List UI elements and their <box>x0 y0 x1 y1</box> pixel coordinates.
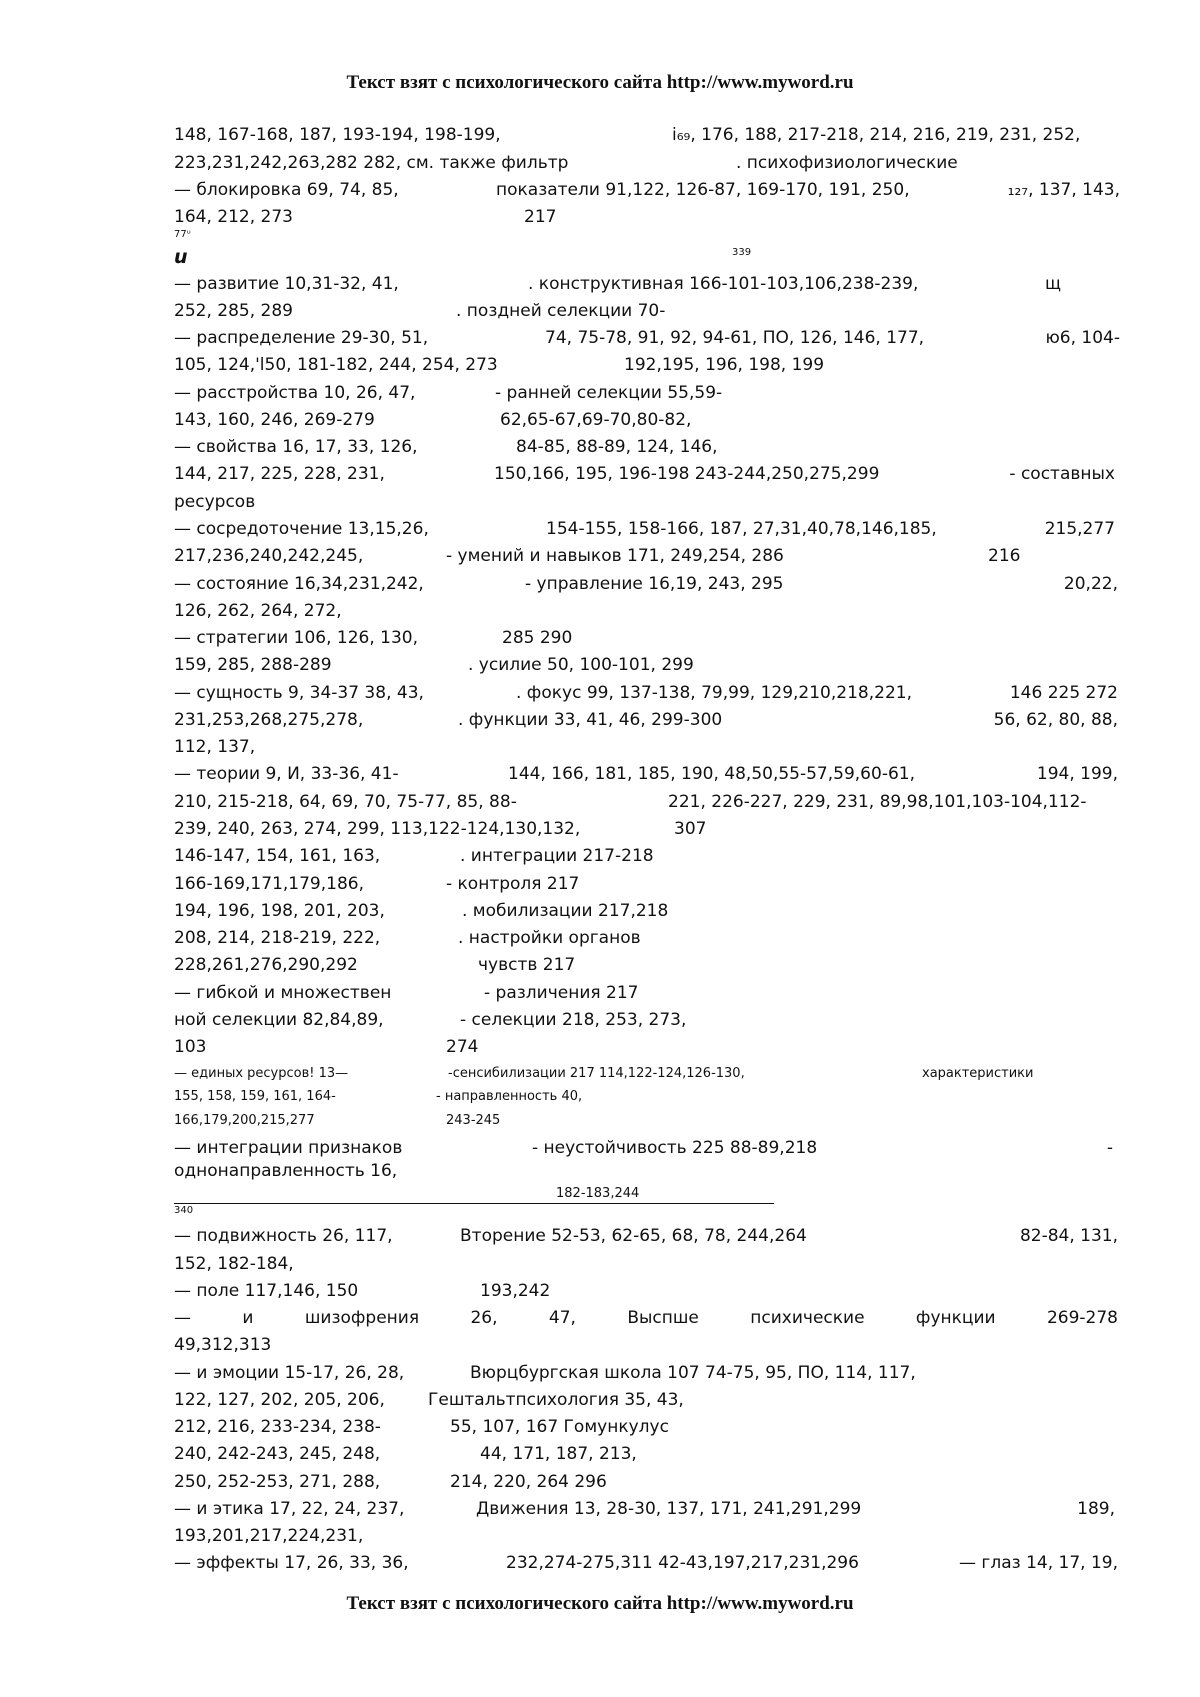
index-line-17-part-0: — состояние 16,34,231,242, <box>174 574 424 594</box>
index-line-34-part-0: 103 <box>174 1037 207 1057</box>
index-line-40-part-0: 182-183,244 <box>556 1186 640 1201</box>
index-line-8-part-0: — распределение 29-30, 51, <box>174 328 429 348</box>
index-line-35-part-0: — единых ресурсов! 13— <box>174 1066 349 1081</box>
index-line-22-part-0: 231,253,268,275,278, <box>174 710 364 730</box>
footnote-rule <box>174 1203 774 1204</box>
index-line-20-part-0: 159, 285, 288-289 <box>174 655 332 675</box>
index-line-54-part-0: — эффекты 17, 26, 33, 36, <box>174 1553 409 1573</box>
index-line-10-part-0: — расстройства 10, 26, 47, <box>174 383 416 403</box>
index-line-37-part-0: 166,179,200,215,277 <box>174 1113 315 1128</box>
index-line-35-part-2: характеристики <box>922 1066 1034 1081</box>
index-line-17-part-2: 20,22, <box>1063 574 1118 594</box>
index-line-15-part-0: — сосредоточение 13,15,26, <box>174 519 429 539</box>
index-line-13-part-2: - составных <box>1009 464 1115 484</box>
index-line-52-part-1: Движения 13, 28-30, 137, 171, 241,291,299 <box>476 1499 862 1519</box>
index-line-2-part-0: — блокировка 69, 74, 85, <box>174 180 399 200</box>
index-line-45-word-3: 26, <box>470 1308 498 1328</box>
index-line-43-part-0: 152, 182-184, <box>174 1254 294 1274</box>
index-line-26-part-0: 239, 240, 263, 274, 299, 113,122-124,130,132, <box>174 819 581 839</box>
index-line-10-part-1: - ранней селекции 55,59- <box>495 383 723 403</box>
index-line-45-word-4: 47, <box>548 1308 576 1328</box>
index-line-49-part-0: 212, 216, 233-234, 238- <box>174 1417 381 1437</box>
index-line-48-part-0: 122, 127, 202, 205, 206, <box>174 1390 385 1410</box>
index-line-45-word-6: психические <box>750 1308 865 1328</box>
index-line-22-part-1: . функции 33, 41, 46, 299-300 <box>458 710 723 730</box>
index-line-45-word-1: и <box>242 1308 254 1328</box>
index-line-24-part-0: — теории 9, И, 33-36, 41- <box>174 764 399 784</box>
index-line-6-part-0: — развитие 10,31-32, 41, <box>174 274 399 294</box>
index-line-50-part-0: 240, 242-243, 245, 248, <box>174 1444 381 1464</box>
index-line-36-part-1: - направленность 40, <box>436 1089 583 1104</box>
index-line-32-part-0: — гибкой и множествен <box>174 983 392 1003</box>
index-line-13-part-0: 144, 217, 225, 228, 231, <box>174 464 385 484</box>
index-line-39-part-0: однонаправленность 16, <box>174 1161 398 1181</box>
index-line-0-part-1: i₆₉, 176, 188, 217-218, 214, 216, 219, 231, 252, <box>672 125 1081 145</box>
index-line-16-part-1: - умений и навыков 171, 249,254, 286 <box>446 546 784 566</box>
index-line-44-part-1: 193,242 <box>480 1281 551 1301</box>
index-line-8-part-1: 74, 75-78, 91, 92, 94-61, ПО, 126, 146, 177, <box>545 328 925 348</box>
index-line-11-part-1: 62,65-67,69-70,80-82, <box>500 410 692 430</box>
index-line-7-part-1: . поздней селекции 70- <box>456 301 666 321</box>
index-line-53-part-0: 193,201,217,224,231, <box>174 1526 364 1546</box>
index-line-42-part-0: — подвижность 26, 117, <box>174 1226 393 1246</box>
index-line-42-part-2: 82-84, 131, <box>1019 1226 1118 1246</box>
index-line-45-word-8: 269-278 <box>1046 1308 1118 1328</box>
index-line-38-part-0: — интеграции признаков <box>174 1138 403 1158</box>
index-line-21-part-2: 146 225 272 <box>1009 683 1118 703</box>
index-line-7-part-0: 252, 285, 289 <box>174 301 293 321</box>
index-line-35-part-1: -сенсибилизации 217 114,122-124,126-130, <box>448 1066 745 1081</box>
index-line-50-part-1: 44, 171, 187, 213, <box>480 1444 637 1464</box>
index-line-27-part-0: 146-147, 154, 161, 163, <box>174 846 381 866</box>
index-line-9-part-1: 192,195, 196, 198, 199 <box>624 355 825 375</box>
index-line-2-part-2: ₁₂₇, 137, 143, <box>1007 180 1120 200</box>
index-line-16-part-2: 216 <box>988 546 1021 566</box>
index-line-19-part-1: 285 290 <box>502 628 573 648</box>
index-line-41-part-0: 340 <box>174 1205 194 1216</box>
index-line-25-part-0: 210, 215-218, 64, 69, 70, 75-77, 85, 88- <box>174 792 517 812</box>
index-line-54-part-1: 232,274-275,311 42-43,197,217,231,296 <box>506 1553 859 1573</box>
index-line-14-part-0: ресурсов <box>174 492 256 512</box>
index-line-24-part-1: 144, 166, 181, 185, 190, 48,50,55-57,59,60-61, <box>508 764 915 784</box>
index-line-37-part-1: 243-245 <box>446 1113 501 1128</box>
index-line-13-part-1: 150,166, 195, 196-198 243-244,250,275,299 <box>494 464 880 484</box>
index-line-47-part-1: Вюрцбургская школа 107 74-75, 95, ПО, 114, 117, <box>470 1363 916 1383</box>
index-line-9-part-0: 105, 124,'l50, 181-182, 244, 254, 273 <box>174 355 498 375</box>
index-line-30-part-0: 208, 214, 218-219, 222, <box>174 928 381 948</box>
index-line-24-part-2: 194, 199, <box>1036 764 1118 784</box>
index-line-38-part-2: - <box>1106 1138 1113 1158</box>
index-line-6-part-1: . конструктивная 166-101-103,106,238-239, <box>528 274 919 294</box>
index-line-2-part-1: показатели 91,122, 126-87, 169-170, 191, 250, <box>496 180 910 200</box>
index-line-15-part-2: 215,277 <box>1044 519 1115 539</box>
page-footer: Текст взят с психологического сайта http://www.myword.ru <box>346 1593 854 1614</box>
index-line-49-part-1: 55, 107, 167 Гомункулус <box>450 1417 669 1437</box>
index-line-1-part-1: . психофизиологические <box>736 153 958 173</box>
index-line-8-part-2: ю6, 104- <box>1045 328 1120 348</box>
index-line-45-word-2: шизофрения <box>304 1308 420 1328</box>
index-line-12-part-0: — свойства 16, 17, 33, 126, <box>174 437 418 457</box>
index-line-52-part-2: 189, <box>1077 1499 1115 1519</box>
index-line-33-part-1: - селекции 218, 253, 273, <box>460 1010 687 1030</box>
index-line-18-part-0: 126, 262, 264, 272, <box>174 601 342 621</box>
index-line-44-part-0: — поле 117,146, 150 <box>174 1281 359 1301</box>
index-line-38-part-1: - неустойчивость 225 88-89,218 <box>532 1138 818 1158</box>
index-line-16-part-0: 217,236,240,242,245, <box>174 546 364 566</box>
page-header: Текст взят с психологического сайта http://www.myword.ru <box>346 72 854 93</box>
index-line-3-part-0: 164, 212, 273 <box>174 207 293 227</box>
index-line-48-part-1: Гештальтпсихология 35, 43, <box>428 1390 684 1410</box>
index-line-22-part-2: 56, 62, 80, 88, <box>993 710 1118 730</box>
index-line-47-part-0: — и эмоции 15-17, 26, 28, <box>174 1363 405 1383</box>
index-line-28-part-1: - контроля 217 <box>446 874 580 894</box>
index-line-27-part-1: . интеграции 217-218 <box>460 846 654 866</box>
index-line-20-part-1: . усилие 50, 100-101, 299 <box>468 655 694 675</box>
index-line-45-word-7: функции <box>915 1308 996 1328</box>
index-line-21-part-0: — сущность 9, 34-37 38, 43, <box>174 683 424 703</box>
index-line-12-part-1: 84-85, 88-89, 124, 146, <box>516 437 718 457</box>
index-line-4-part-0: 77ᵘ <box>174 229 191 240</box>
index-line-31-part-0: 228,261,276,290,292 <box>174 955 358 975</box>
index-line-23-part-0: 112, 137, <box>174 737 256 757</box>
index-line-36-part-0: 155, 158, 159, 161, 164- <box>174 1089 336 1104</box>
index-line-19-part-0: — стратегии 106, 126, 130, <box>174 628 419 648</box>
index-line-33-part-0: ной селекции 82,84,89, <box>174 1010 384 1030</box>
index-line-45-word-5: Выспше <box>627 1308 699 1328</box>
index-line-52-part-0: — и этика 17, 22, 24, 237, <box>174 1499 405 1519</box>
index-line-31-part-1: чувств 217 <box>478 955 576 975</box>
index-line-11-part-0: 143, 160, 246, 269-279 <box>174 410 375 430</box>
index-line-30-part-1: . настройки органов <box>458 928 641 948</box>
index-line-26-part-1: 307 <box>674 819 707 839</box>
index-line-34-part-1: 274 <box>446 1037 479 1057</box>
index-line-28-part-0: 166-169,171,179,186, <box>174 874 364 894</box>
index-line-0-part-0: 148, 167-168, 187, 193-194, 198-199, <box>174 125 501 145</box>
index-line-1-part-0: 223,231,242,263,282 282, см. также фильтр <box>174 153 569 173</box>
index-line-45-word-0: — <box>174 1308 191 1328</box>
index-line-17-part-1: - управление 16,19, 243, 295 <box>525 574 784 594</box>
index-line-32-part-1: - различения 217 <box>484 983 639 1003</box>
index-line-42-part-1: Вторение 52-53, 62-65, 68, 78, 244,264 <box>460 1226 807 1246</box>
index-line-6-part-2: щ <box>1045 274 1062 294</box>
index-line-46-part-0: 49,312,313 <box>174 1335 272 1355</box>
index-line-51-part-0: 250, 252-253, 271, 288, <box>174 1472 381 1492</box>
index-line-5-part-0: u <box>174 246 188 268</box>
index-line-21-part-1: . фокус 99, 137-138, 79,99, 129,210,218,221, <box>516 683 912 703</box>
index-line-3-part-1: 217 <box>524 207 557 227</box>
index-line-29-part-0: 194, 196, 198, 201, 203, <box>174 901 385 921</box>
index-line-51-part-1: 214, 220, 264 296 <box>450 1472 607 1492</box>
index-line-54-part-2: — глаз 14, 17, 19, <box>959 1553 1118 1573</box>
index-line-15-part-1: 154-155, 158-166, 187, 27,31,40,78,146,185, <box>546 519 937 539</box>
index-line-29-part-1: . мобилизации 217,218 <box>462 901 669 921</box>
index-line-25-part-1: 221, 226-227, 229, 231, 89,98,101,103-104,112- <box>668 792 1087 812</box>
index-line-5-part-1: 339 <box>732 247 752 258</box>
